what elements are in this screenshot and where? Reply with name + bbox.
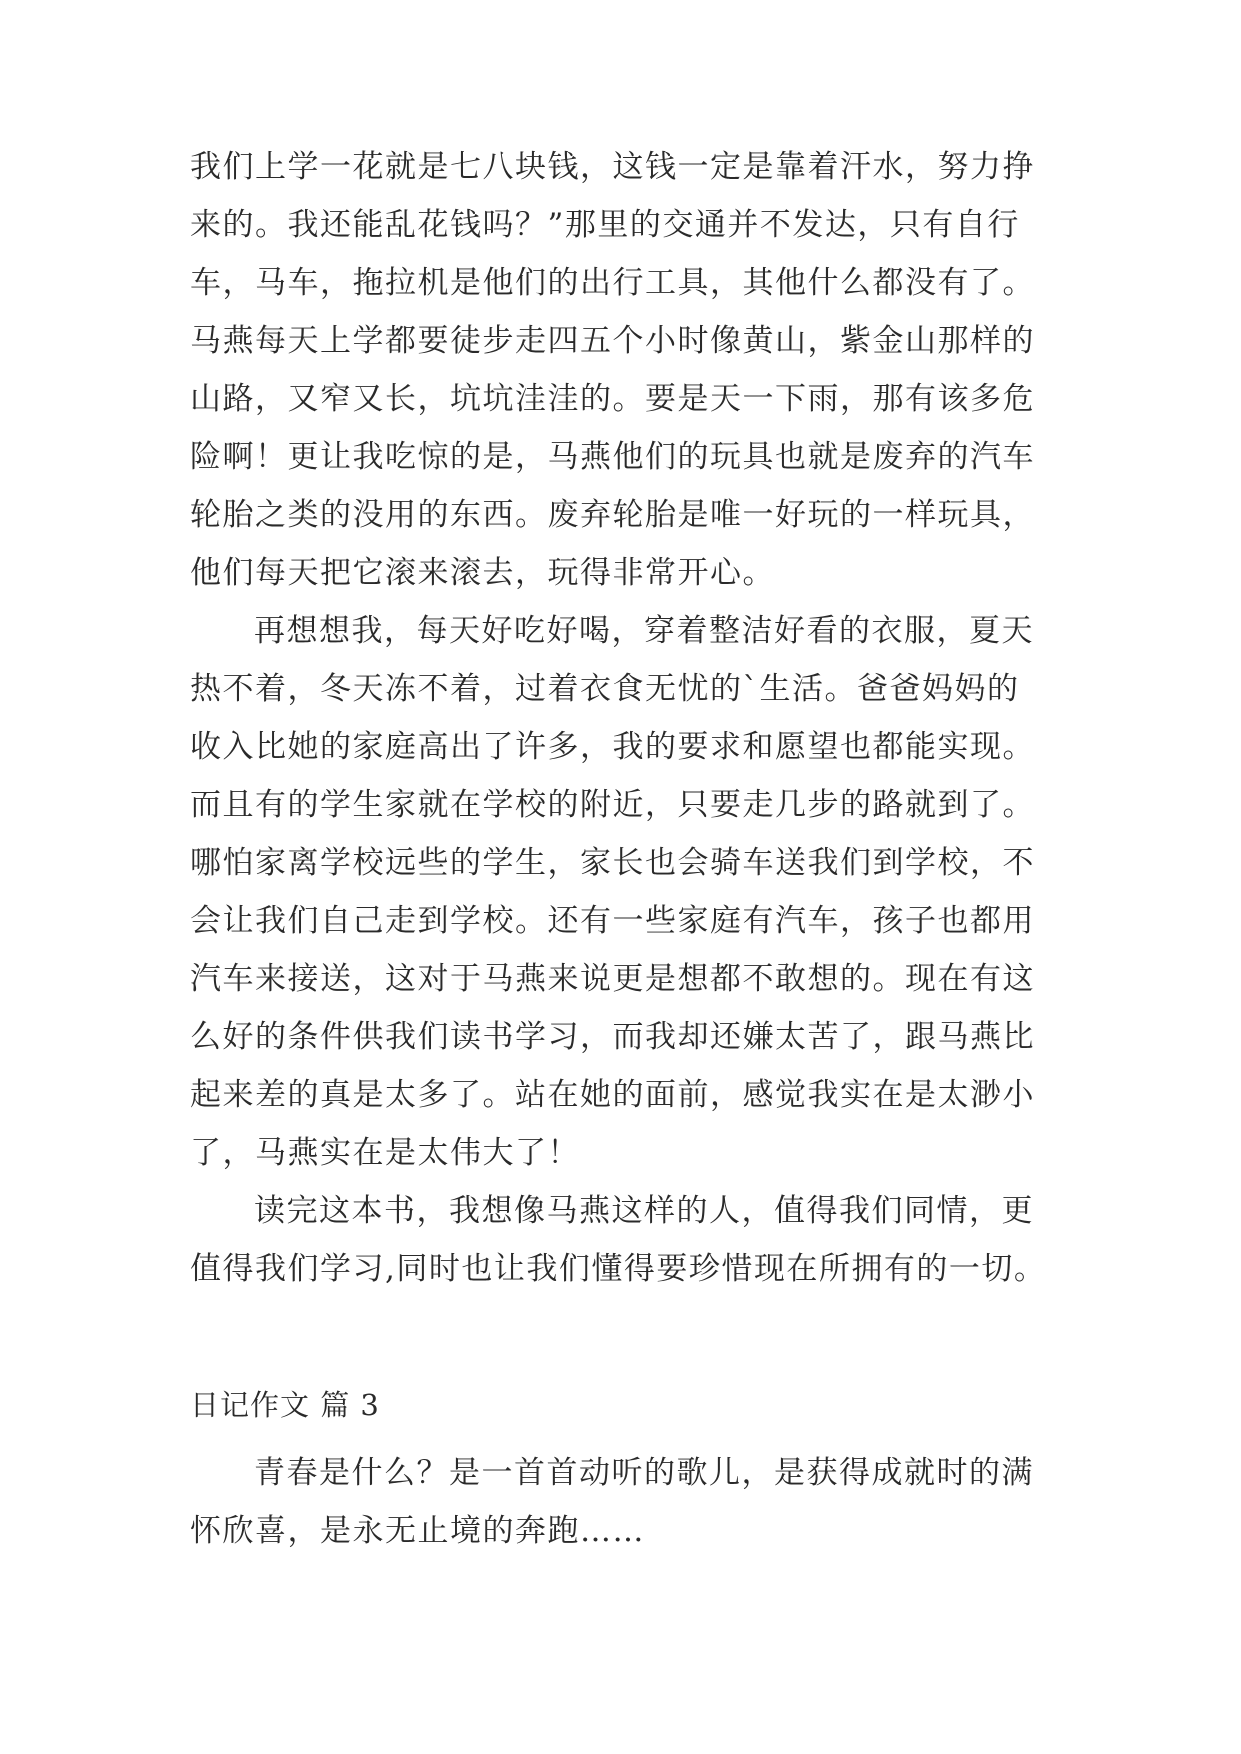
paragraph-1-line: 车，马车，拖拉机是他们的出行工具，其他什么都没有了。 — [190, 265, 1035, 301]
paragraph-1-line: 险啊！更让我吃惊的是，马燕他们的玩具也就是废弃的汽车 — [190, 439, 1035, 475]
paragraph-2-line: 会让我们自己走到学校。还有一些家庭有汽车，孩子也都用 — [190, 903, 1035, 939]
paragraph-4-line: 青春是什么？是一首首动听的歌儿，是获得成就时的满 — [254, 1455, 1034, 1491]
paragraph-1 — [190, 138, 1070, 602]
paragraph-4-line: 怀欣喜，是永无止境的奔跑…… — [190, 1513, 645, 1549]
section-heading: 日记作文 篇 3 — [190, 1388, 380, 1422]
paragraph-2-line: 么好的条件供我们读书学习，而我却还嫌太苦了，跟马燕比 — [190, 1019, 1035, 1055]
paragraph-1-line: 山路，又窄又长，坑坑洼洼的。要是天一下雨，那有该多危 — [190, 381, 1035, 417]
paragraph-2-line: 再想想我，每天好吃好喝，穿着整洁好看的衣服，夏天 — [254, 613, 1034, 649]
paragraph-1-line: 我们上学一花就是七八块钱，这钱一定是靠着汗水，努力挣 — [190, 149, 1035, 185]
paragraph-2-line: 了，马燕实在是太伟大了！ — [190, 1135, 580, 1171]
paragraph-4 — [190, 1444, 1070, 1560]
paragraph-1-line: 他们每天把它滚来滚去，玩得非常开心。 — [190, 555, 775, 591]
paragraph-2-line: 而且有的学生家就在学校的附近，只要走几步的路就到了。 — [190, 787, 1035, 823]
paragraph-2-line: 热不着，冬天冻不着，过着衣食无忧的`生活。爸爸妈妈的 — [190, 671, 1020, 707]
paragraph-3-line: 值得我们学习,同时也让我们懂得要珍惜现在所拥有的一切。 — [190, 1251, 1047, 1287]
paragraph-3-line: 读完这本书，我想像马燕这样的人，值得我们同情，更 — [254, 1193, 1034, 1229]
paragraph-2-line: 哪怕家离学校远些的学生，家长也会骑车送我们到学校，不 — [190, 845, 1035, 881]
paragraph-1-line: 轮胎之类的没用的东西。废弃轮胎是唯一好玩的一样玩具， — [190, 497, 1035, 533]
paragraph-1-line: 马燕每天上学都要徒步走四五个小时像黄山，紫金山那样的 — [190, 323, 1035, 359]
paragraph-2-line: 收入比她的家庭高出了许多，我的要求和愿望也都能实现。 — [190, 729, 1035, 765]
paragraph-2-line: 汽车来接送，这对于马燕来说更是想都不敢想的。现在有这 — [190, 961, 1035, 997]
paragraph-3 — [190, 1182, 1070, 1298]
paragraph-1-line: 来的。我还能乱花钱吗？”那里的交通并不发达，只有自行 — [190, 207, 1020, 243]
paragraph-2 — [190, 602, 1070, 1182]
paragraph-2-line: 起来差的真是太多了。站在她的面前，感觉我实在是太渺小 — [190, 1077, 1035, 1113]
